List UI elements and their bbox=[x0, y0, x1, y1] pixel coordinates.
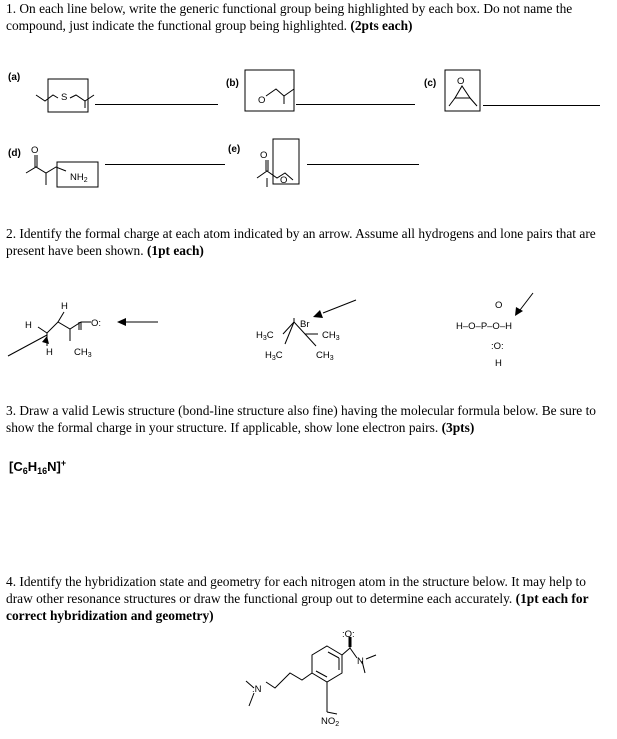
label-b: (b) bbox=[226, 78, 239, 89]
question-4-text: 4. Identify the hybridization state and geometry for each nitrogen atom in the structure below. It may help to draw other resonance structures or draw the functional group out to determine each accurately. bbox=[6, 574, 586, 606]
label-e: (e) bbox=[228, 144, 241, 155]
question-4-points: (1pt each for correct hybridization and geometry) bbox=[6, 591, 589, 623]
atom-h3c-top: $H_3C$ bbox=[256, 330, 274, 342]
question-1-text: 1. On each line below, write the generic functional group being highlighted by each box. Do not name the compound, just indicate the functional group being highlighted. bbox=[6, 1, 573, 33]
atom-o-p-bottom: :O: bbox=[491, 341, 504, 352]
atom-ch3-3: $CH_3$ bbox=[316, 350, 334, 362]
atom-n-amide: N bbox=[357, 656, 364, 667]
atom-br: Br bbox=[300, 319, 310, 330]
question-1-points: (2pts each) bbox=[350, 18, 413, 33]
question-2-text: 2. Identify the formal charge at each atom indicated by an arrow. Assume all hydrogens and lone pairs that are present have been shown. bbox=[6, 226, 596, 258]
atom-o-c: O bbox=[457, 76, 465, 87]
atom-o-q2-1: O: bbox=[91, 318, 102, 329]
atom-o-q4: :O: bbox=[342, 629, 355, 640]
atom-h-p-bottom: H bbox=[495, 358, 502, 369]
atom-s-a: S bbox=[61, 92, 68, 103]
atom-h-top: H bbox=[61, 301, 68, 312]
atom-no2: $NO_2$ bbox=[321, 716, 340, 728]
label-d: (d) bbox=[8, 148, 21, 159]
question-3-points: (3pts) bbox=[441, 420, 475, 435]
atom-o-e-ring: O bbox=[280, 175, 288, 186]
label-a: (a) bbox=[8, 72, 21, 83]
atom-o-e-top: O bbox=[260, 150, 268, 161]
atom-o-b: O bbox=[258, 95, 266, 106]
atom-o-p-top: O bbox=[495, 300, 503, 311]
atom-ch3-1: $CH_3$ bbox=[74, 347, 92, 359]
molecular-formula: $[C_6H_{16}N]^+$ bbox=[9, 458, 67, 476]
question-2-points: (1pt each) bbox=[146, 243, 204, 258]
question-3-text: 3. Draw a valid Lewis structure (bond-line structure also fine) having the molecular formula below. Be sure to show the formal charge in your structure. If applicable, show lone electron pairs. bbox=[6, 403, 596, 435]
atom-n-amine: :N bbox=[252, 684, 262, 695]
atom-nh2-d: $NH_2$ bbox=[70, 172, 88, 184]
phosphoric-row: H–O–P–O–H bbox=[456, 321, 512, 332]
highlight-box-b bbox=[245, 70, 294, 111]
molecule-a-left bbox=[36, 95, 58, 101]
atom-ch3-2: $CH_3$ bbox=[322, 330, 340, 342]
atom-h-bottom: H bbox=[46, 347, 53, 358]
atom-h3c-bottom: $H_3C$ bbox=[265, 350, 283, 362]
atom-o-d: O bbox=[31, 145, 39, 156]
atom-h-left: H bbox=[25, 320, 32, 331]
label-c: (c) bbox=[424, 78, 437, 89]
